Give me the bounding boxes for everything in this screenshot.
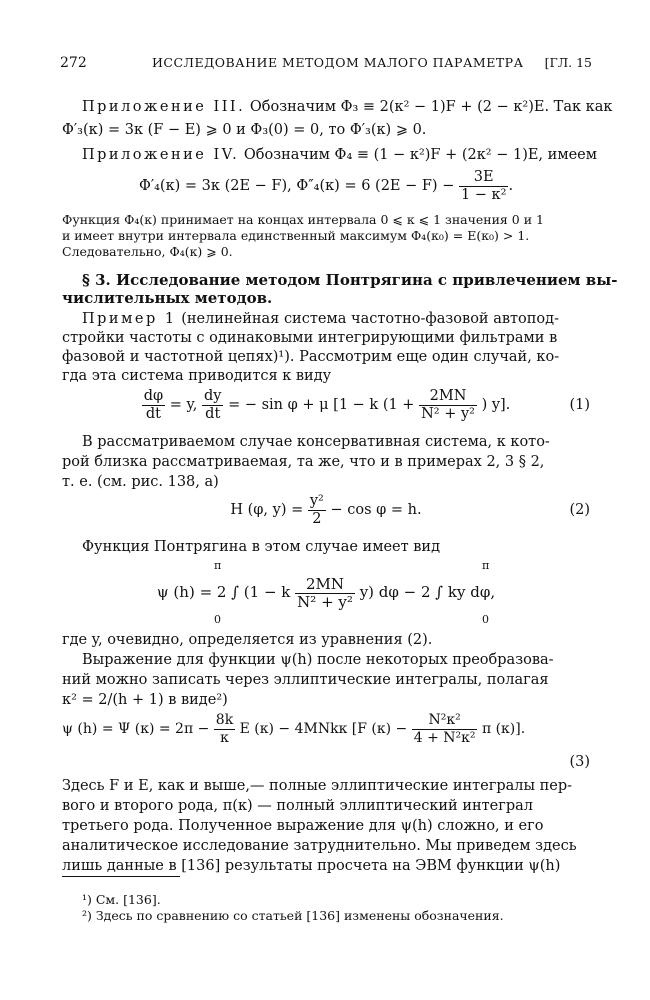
appendix-4-fraction (459, 169, 508, 204)
eq3-number: (3) (569, 754, 590, 770)
eq2-right: − cos φ = h. (330, 502, 422, 518)
example-label: Пример 1 (82, 311, 177, 327)
eq1-frac-dy (202, 388, 223, 423)
psi-lower-limit-2: 0 (482, 613, 489, 626)
eq1-dphi-den: dt (145, 405, 161, 422)
eq2-number: (2) (569, 502, 590, 518)
appendix-3-text: Обозначим Φ₃ ≡ 2(κ² − 1)F + (2 − κ²)E. Так как (249, 99, 613, 115)
appendix-4-eq-left: Φ′₄(κ) = 3κ (2E − F), Φ″₄(κ) = 6 (2E − F) − (138, 178, 455, 194)
psi-frac-den: N² + y² (297, 592, 353, 611)
footnote-2: ²) Здесь по сравнению со статьей [136] изменены обозначения. (82, 908, 504, 923)
function-note-line-2: и имеет внутри интервала единственный максимум Φ₄(κ₀) = E(κ₀) > 1. (62, 228, 530, 243)
eq1-dy-den: dt (205, 405, 221, 422)
example-line-4: гда эта система приводится к виду (62, 368, 332, 384)
para5-line-5: лишь данные в [136] результаты просчета на ЭВМ функции ψ(h) (62, 858, 561, 874)
para5-line-4: аналитическое исследование затруднительно. Мы приведем здесь (62, 838, 577, 854)
footnote-rule (62, 876, 180, 877)
eq1-part-b: = − sin φ + μ [1 − k (1 + (228, 397, 415, 413)
function-note-line-1: Функция Φ₄(κ) принимает на концах интервала 0 ⩽ κ ⩽ 1 значения 0 и 1 (62, 212, 544, 227)
appendix-4-text: Обозначим Φ₄ ≡ (1 − κ²)F + (2κ² − 1)E, имеем (243, 147, 598, 163)
para4-line-1: где y, очевидно, определяется из уравнения (2). (62, 632, 433, 648)
eq1-mn-den: N² + y² (421, 405, 475, 422)
para4-line-3: ний можно записать через эллиптические интегралы, полагая (62, 672, 549, 688)
example-line-1 (62, 309, 590, 329)
appendix-4-eq-end: . (508, 178, 514, 194)
para5-line-2: вого и второго рода, π(κ) — полный эллиптический интеграл (62, 798, 533, 814)
equation-1 (62, 382, 590, 428)
eq3-right: π (κ)]. (481, 721, 526, 737)
example-text: (нелинейная система частотно-фазовой автопод- (181, 311, 559, 327)
eq3-number-line (62, 752, 590, 772)
eq2-left: H (φ, y) = (230, 502, 304, 518)
appendix-4-label: Приложение IV. (82, 147, 240, 163)
appendix-4-equation (62, 166, 590, 206)
eq1-frac-dphi (142, 388, 165, 423)
appendix-4-line-1 (62, 145, 598, 165)
function-note-line-3: Следовательно, Φ₄(κ) ⩾ 0. (62, 244, 233, 259)
para5-line-1: Здесь F и E, как и выше,— полные эллиптические интегралы пер- (62, 778, 573, 794)
section-heading-line-1: § 3. Исследование методом Понтрягина с привлечением вы- (82, 271, 618, 289)
eq2-frac-den: 2 (312, 510, 322, 527)
appendix-3-line-2: Φ′₃(κ) = 3κ (F − E) ⩾ 0 и Φ₃(0) = 0, то Φ′₃(κ) ⩾ 0. (62, 122, 427, 138)
eq1-part-c: ) y]. (481, 397, 511, 413)
appendix-4-frac-num: 3E (459, 169, 508, 187)
equation-2 (62, 488, 590, 532)
psi-left: ψ (h) = 2 ∫ (1 − k (156, 583, 291, 601)
appendix-3-line-1 (62, 97, 613, 117)
example-line-3: фазовой и частотной цепях)¹). Рассмотрим еще один случай, ко- (62, 349, 560, 365)
psi-fraction (295, 576, 355, 611)
eq3-fraction-1 (214, 712, 235, 747)
para2-line-2: рой близка рассматриваемая, та же, что и в примерах 2, 3 § 2, (62, 454, 545, 470)
psi-upper-limit-2: π (482, 559, 490, 572)
psi-body (62, 572, 590, 612)
para4-line-2: Выражение для функции ψ(h) после некоторых преобразова- (82, 652, 554, 668)
para5-line-3: третьего рода. Полученное выражение для ψ(h) сложно, и его (62, 818, 544, 834)
equation-psi (62, 556, 590, 626)
running-title: ИССЛЕДОВАНИЕ МЕТОДОМ МАЛОГО ПАРАМЕТРА (152, 55, 524, 70)
eq3-frac2-num: N²κ² (412, 712, 478, 730)
psi-right: y) dφ − 2 ∫ ky dφ, (359, 583, 496, 601)
para2-line-1: В рассматриваемом случае консервативная система, к кото- (82, 434, 550, 450)
eq3-left: ψ (h) = Ψ (κ) = 2π − (62, 721, 210, 737)
page-number: 272 (60, 55, 87, 71)
eq2-frac-num: y² (309, 492, 324, 509)
chapter-label: [ГЛ. 15 (544, 55, 592, 70)
psi-upper-limit-1: π (214, 559, 222, 572)
eq2-fraction (308, 493, 326, 528)
eq3-fraction-2 (412, 712, 478, 747)
psi-frac-num: 2MN (295, 576, 355, 594)
psi-lower-limit-1: 0 (214, 613, 221, 626)
appendix-4-frac-den: 1 − κ² (460, 186, 507, 203)
para3-line-1: Функция Понтрягина в этом случае имеет вид (82, 539, 441, 555)
footnote-1: ¹) См. [136]. (82, 892, 161, 907)
para2-line-3: т. е. (см. рис. 138, а) (62, 474, 219, 490)
eq1-mn-num: 2MN (419, 388, 477, 406)
eq3-frac1-den: κ (220, 729, 229, 746)
eq1-dy-num: dy (203, 387, 222, 404)
appendix-3-label: Приложение III. (82, 99, 246, 115)
eq1-number: (1) (569, 397, 590, 413)
eq1-part-a: = y, (169, 397, 198, 413)
eq3-mid: E (κ) − 4MNkκ [F (κ) − (239, 721, 408, 737)
eq3-frac1-num: 8k (215, 711, 234, 728)
eq3-frac2-den: 4 + N²κ² (413, 729, 476, 746)
example-line-2: стройки частоты с одинаковыми интегрирующими фильтрами в (62, 330, 558, 346)
para4-line-4: κ² = 2/(h + 1) в виде²) (62, 692, 228, 708)
section-heading-line-2: числительных методов. (62, 289, 273, 307)
eq1-frac-mn (419, 388, 477, 423)
eq1-dphi-num: dφ (143, 387, 164, 404)
equation-3 (62, 706, 590, 752)
running-header (60, 55, 592, 77)
